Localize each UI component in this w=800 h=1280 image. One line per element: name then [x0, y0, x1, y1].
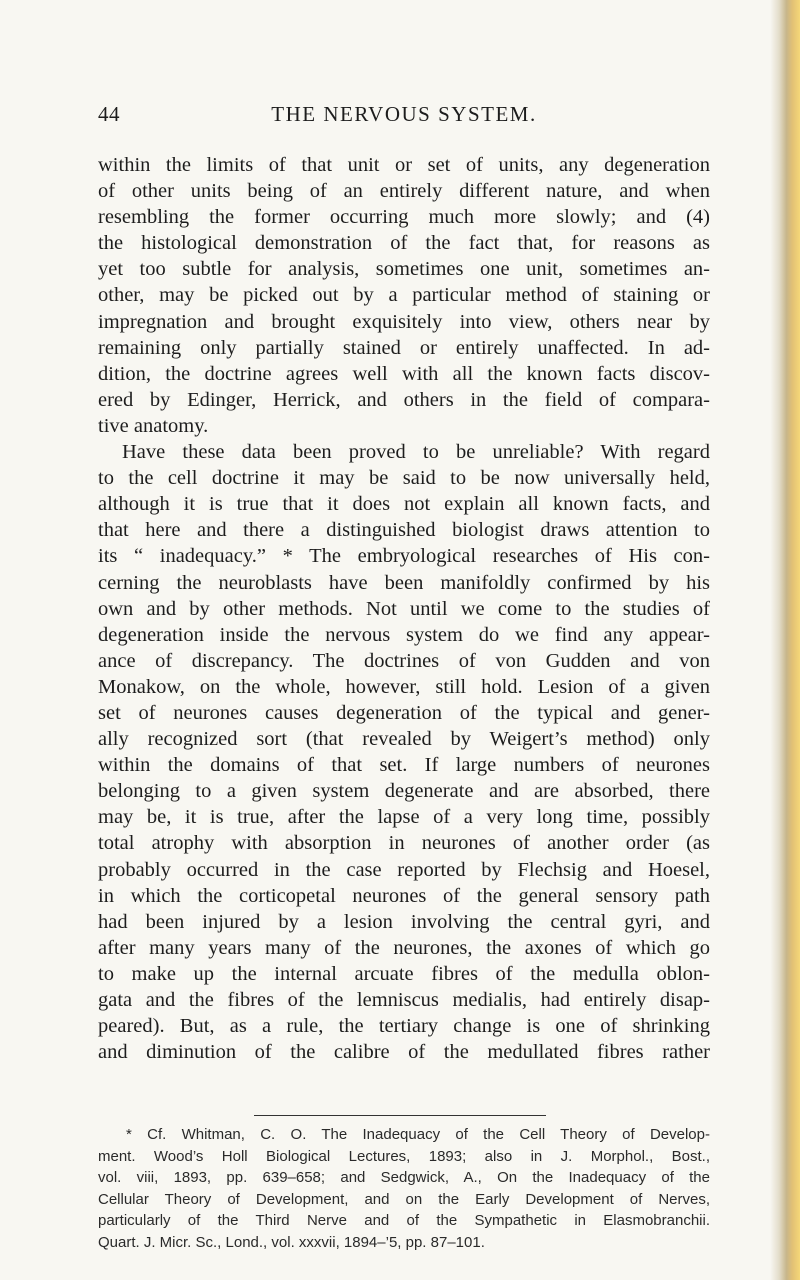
running-head: [84, 92, 724, 132]
body-line: yet too subtle for analysis, sometimes one unit, sometimes an-: [98, 258, 710, 281]
body-line: in which the corticopetal neurones of the general sensory path: [98, 884, 710, 907]
body-line: resembling the former occurring much more slowly; and (4): [98, 206, 710, 229]
body-line: to make up the internal arcuate fibres of the medulla oblon-: [98, 962, 710, 985]
running-head-title: THE NERVOUS SYSTEM.: [271, 102, 537, 126]
footnote-line: vol. viii, 1893, pp. 639–658; and Sedgwick, A., On the Inadequacy of the: [98, 1169, 710, 1186]
body-line: ered by Edinger, Herrick, and others in the field of compara-: [98, 388, 710, 411]
page-number: 44: [98, 102, 120, 126]
body-line: the histological demonstration of the fact that, for reasons as: [98, 232, 710, 255]
body-line: and diminution of the calibre of the medullated fibres rather: [98, 1041, 710, 1064]
body-line: degeneration inside the nervous system do we find any appear-: [98, 623, 710, 646]
footnote-line: Quart. J. Micr. Sc., Lond., vol. xxxvii, 1894–’5, pp. 87–101.: [98, 1233, 485, 1251]
footnote: [98, 1124, 710, 1253]
body-line: probably occurred in the case reported by Flechsig and Hoesel,: [98, 858, 710, 881]
body-line: Have these data been proved to be unreliable? With regard: [122, 441, 710, 464]
body-line: impregnation and brought exquisitely into view, others near by: [98, 310, 710, 333]
footnote-line: * Cf. Whitman, C. O. The Inadequacy of the Cell Theory of Develop-: [126, 1126, 710, 1143]
body-line: peared). But, as a rule, the tertiary change is one of shrinking: [98, 1015, 710, 1038]
body-line: within the limits of that unit or set of units, any degeneration: [98, 154, 710, 176]
body-line: dition, the doctrine agrees well with all the known facts discov-: [98, 362, 710, 385]
footnote-line: ment. Wood’s Holl Biological Lectures, 1893; also in J. Morphol., Bost.,: [98, 1147, 710, 1165]
body-line: to the cell doctrine it may be said to be now universally held,: [98, 467, 710, 490]
body-line: after many years many of the neurones, the axones of which go: [98, 936, 710, 959]
footnote-line: Cellular Theory of Development, and on the Early Development of Nerves,: [98, 1190, 710, 1208]
body-line: ally recognized sort (that revealed by Weigert’s method) only: [98, 728, 710, 751]
body-line: of other units being of an entirely different nature, and when: [98, 180, 710, 203]
body-line: that here and there a distinguished biologist draws attention to: [98, 519, 710, 542]
body-line: although it is true that it does not explain all known facts, and: [98, 493, 710, 516]
body-line: own and by other methods. Not until we come to the studies of: [98, 597, 710, 620]
body-line: tive anatomy.: [98, 414, 209, 437]
body-line: set of neurones causes degeneration of the typical and gener-: [98, 701, 710, 724]
body-line: within the domains of that set. If large numbers of neurones: [98, 754, 710, 777]
footnote-line: particularly of the Third Nerve and of the Sympathetic in Elasmobranchii.: [98, 1212, 710, 1229]
body-line: other, may be picked out by a particular method of staining or: [98, 284, 710, 307]
body-line: ance of discrepancy. The doctrines of von Gudden and von: [98, 649, 710, 672]
body-line: remaining only partially stained or entirely unaffected. In ad-: [98, 336, 710, 359]
page-spine-edge: [770, 0, 800, 1280]
body-line: belonging to a given system degenerate and are absorbed, there: [98, 780, 710, 803]
body-line: had been injured by a lesion involving the central gyri, and: [98, 910, 710, 933]
body-line: gata and the fibres of the lemniscus medialis, had entirely disap-: [98, 989, 710, 1011]
body-line: its “ inadequacy.” * The embryological researches of His con-: [98, 545, 710, 568]
body-line: cerning the neuroblasts have been manifoldly confirmed by his: [98, 571, 710, 594]
footnote-divider: [254, 1115, 546, 1116]
body-line: total atrophy with absorption in neurones of another order (as: [98, 832, 710, 855]
body-line: may be, it is true, after the lapse of a very long time, possibly: [98, 806, 710, 829]
body-text: [98, 152, 710, 1065]
body-line: Monakow, on the whole, however, still hold. Lesion of a given: [98, 675, 710, 698]
